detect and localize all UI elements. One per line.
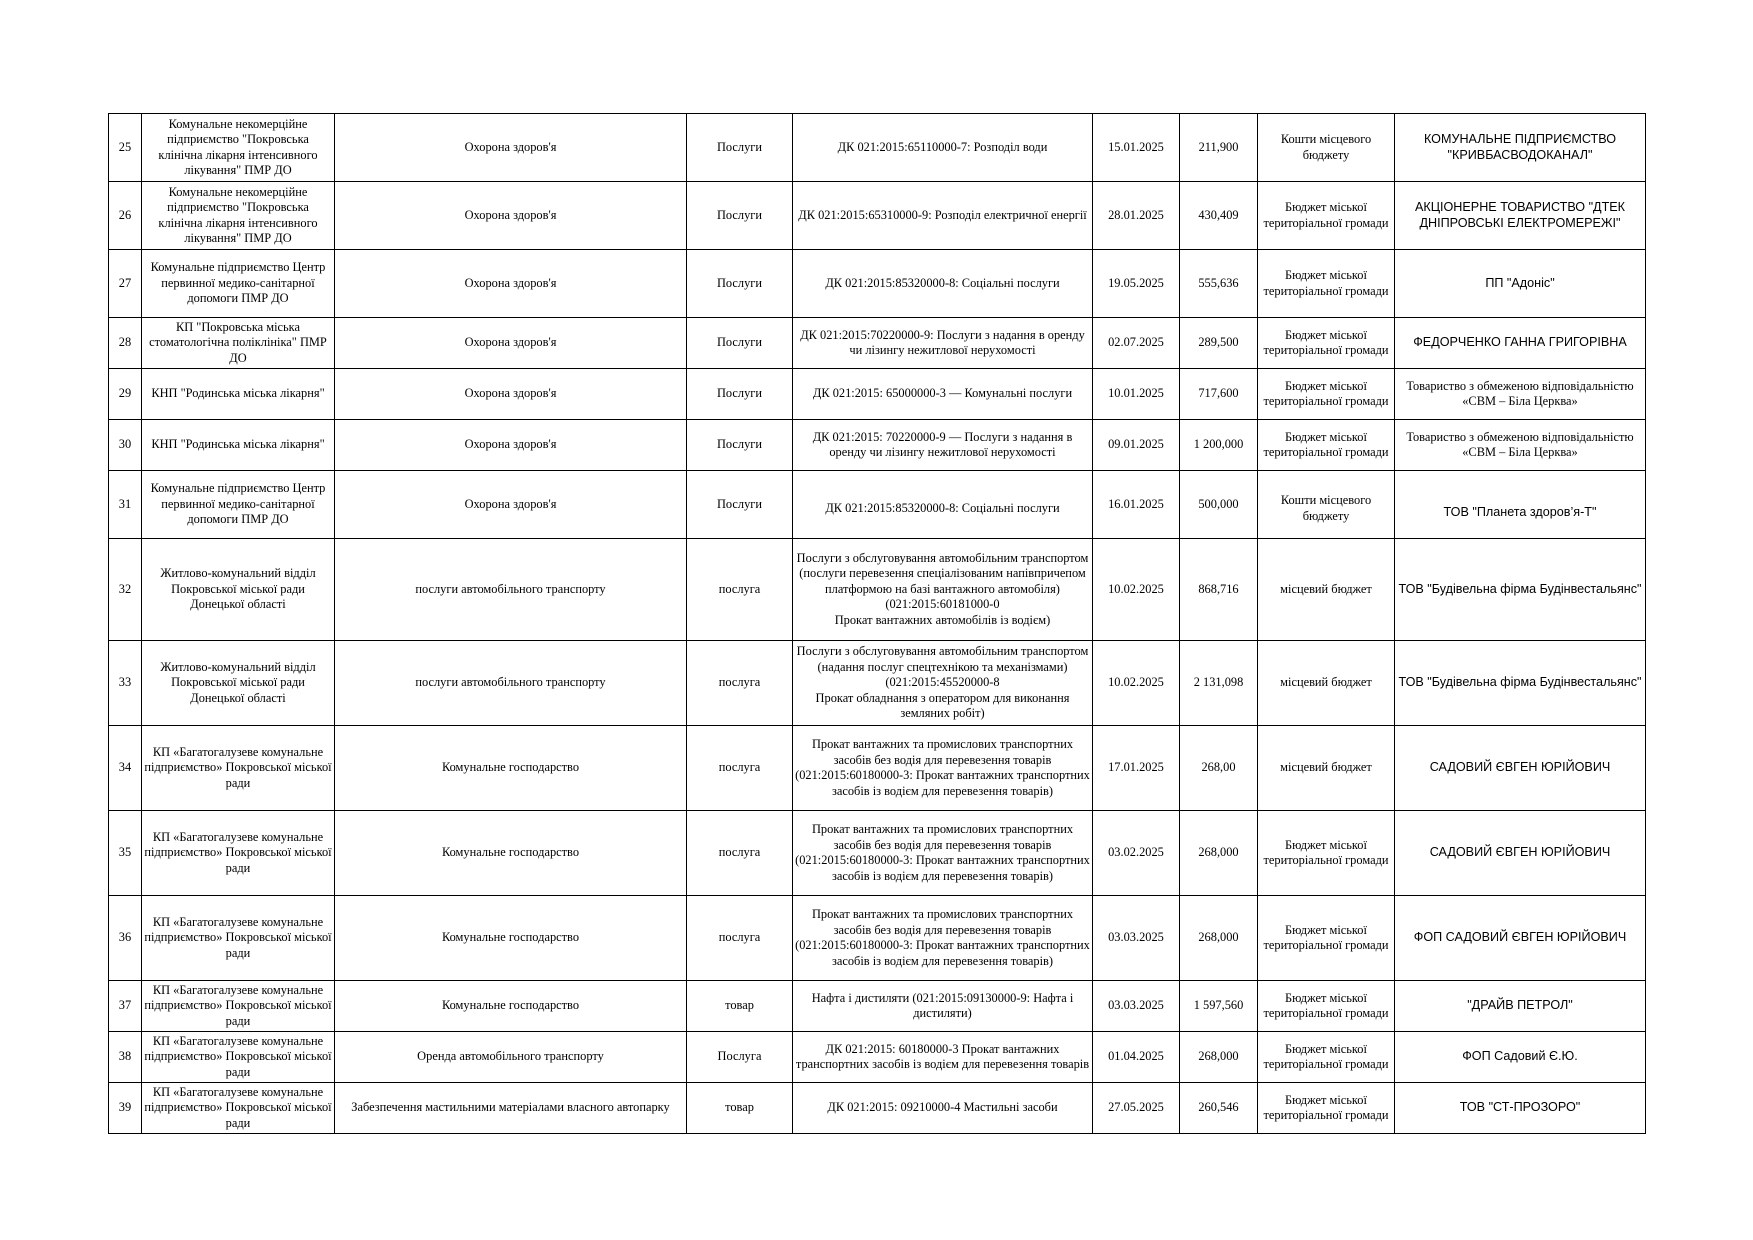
date-cell: 27.05.2025 [1093,1083,1180,1134]
customer-cell: КП «Багатогалузеве комунальне підприємство» Покровської міської ради [142,1083,335,1134]
amount-cell: 268,000 [1180,811,1258,896]
type-cell: послуга [687,726,793,811]
row-number: 32 [109,539,142,641]
sector-cell: послуги автомобільного транспорту [335,641,687,726]
type-cell: послуга [687,641,793,726]
row-number: 35 [109,811,142,896]
funding-source-cell: Бюджет міської територіальної громади [1258,981,1395,1032]
date-cell: 17.01.2025 [1093,726,1180,811]
amount-cell: 430,409 [1180,182,1258,250]
table-row [109,811,1646,896]
supplier-cell: ТОВ "Будівельна фірма Будінвестальянс" [1395,539,1646,641]
type-cell: Послуги [687,250,793,318]
date-cell: 01.04.2025 [1093,1032,1180,1083]
supplier-cell: САДОВИЙ ЄВГЕН ЮРІЙОВИЧ [1395,726,1646,811]
type-cell: Послуги [687,182,793,250]
customer-cell: КП «Багатогалузеве комунальне підприємство» Покровської міської ради [142,1032,335,1083]
date-cell: 03.02.2025 [1093,811,1180,896]
supplier-cell: ТОВ "СТ-ПРОЗОРО" [1395,1083,1646,1134]
cpv-cell: Послуги з обслуговування автомобільним транспортом (надання послуг спецтехнікою та механізмами) (021:2015:45520000-8 Прокат обладнання з оператором для виконання земляних робіт) [793,641,1093,726]
date-cell: 28.01.2025 [1093,182,1180,250]
cpv-cell: ДК 021:2015: 70220000-9 — Послуги з надання в оренду чи лізингу нежитлової нерухомості [793,420,1093,471]
row-number: 38 [109,1032,142,1083]
sector-cell: Охорона здоров'я [335,318,687,369]
sector-cell: Охорона здоров'я [335,420,687,471]
supplier-cell: Товариство з обмеженою відповідальністю «СВМ – Біла Церква» [1395,369,1646,420]
sector-cell: Комунальне господарство [335,726,687,811]
funding-source-cell: Кошти місцевого бюджету [1258,471,1395,539]
table-row [109,641,1646,726]
table-body [109,114,1646,1134]
funding-source-cell: Бюджет міської територіальної громади [1258,896,1395,981]
row-number: 28 [109,318,142,369]
supplier-cell: ФОП САДОВИЙ ЄВГЕН ЮРІЙОВИЧ [1395,896,1646,981]
customer-cell: КП «Багатогалузеве комунальне підприємство» Покровської міської ради [142,896,335,981]
supplier-cell: ТОВ "Планета здоров’я-Т" [1395,471,1646,539]
table-row [109,1032,1646,1083]
type-cell: товар [687,981,793,1032]
customer-cell: Житлово-комунальний відділ Покровської міської ради Донецької області [142,539,335,641]
type-cell: Послуги [687,369,793,420]
date-cell: 15.01.2025 [1093,114,1180,182]
cpv-cell: ДК 021:2015:65310000-9: Розподіл електричної енергії [793,182,1093,250]
cpv-cell: ДК 021:2015: 09210000-4 Мастильні засоби [793,1083,1093,1134]
amount-cell: 500,000 [1180,471,1258,539]
sector-cell: Охорона здоров'я [335,250,687,318]
type-cell: товар [687,1083,793,1134]
row-number: 25 [109,114,142,182]
cpv-cell: ДК 021:2015: 65000000-3 — Комунальні послуги [793,369,1093,420]
amount-cell: 268,000 [1180,896,1258,981]
table-row [109,182,1646,250]
type-cell: послуга [687,811,793,896]
table-row [109,250,1646,318]
customer-cell: КП «Багатогалузеве комунальне підприємство» Покровської міської ради [142,726,335,811]
table-row [109,981,1646,1032]
supplier-cell: "ДРАЙВ ПЕТРОЛ" [1395,981,1646,1032]
date-cell: 10.02.2025 [1093,641,1180,726]
supplier-cell: КОМУНАЛЬНЕ ПІДПРИЄМСТВО "КРИВБАСВОДОКАНАЛ" [1395,114,1646,182]
supplier-cell: ФЕДОРЧЕНКО ГАННА ГРИГОРІВНА [1395,318,1646,369]
sector-cell: Охорона здоров'я [335,471,687,539]
funding-source-cell: Бюджет міської територіальної громади [1258,182,1395,250]
supplier-cell: Товариство з обмеженою відповідальністю «СВМ – Біла Церква» [1395,420,1646,471]
date-cell: 10.01.2025 [1093,369,1180,420]
supplier-cell: ФОП Садовий Є.Ю. [1395,1032,1646,1083]
date-cell: 09.01.2025 [1093,420,1180,471]
cpv-cell: Прокат вантажних та промислових транспортних засобів без водія для перевезення товарів (021:2015:60180000-3: Прокат вантажних транспортних засобів із водієм для перевезення товарів) [793,896,1093,981]
amount-cell: 717,600 [1180,369,1258,420]
date-cell: 10.02.2025 [1093,539,1180,641]
row-number: 26 [109,182,142,250]
funding-source-cell: місцевий бюджет [1258,641,1395,726]
date-cell: 16.01.2025 [1093,471,1180,539]
sector-cell: Забезпечення мастильними матеріалами власного автопарку [335,1083,687,1134]
customer-cell: Комунальне некомерційне підприємство "Покровська клінічна лікарня інтенсивного лікування" ПМР ДО [142,182,335,250]
type-cell: Послуга [687,1032,793,1083]
amount-cell: 1 200,000 [1180,420,1258,471]
date-cell: 03.03.2025 [1093,896,1180,981]
funding-source-cell: Бюджет міської територіальної громади [1258,811,1395,896]
row-number: 36 [109,896,142,981]
cpv-cell: ДК 021:2015:65110000-7: Розподіл води [793,114,1093,182]
customer-cell: КП "Покровська міська стоматологічна поліклініка" ПМР ДО [142,318,335,369]
customer-cell: Комунальне підприємство Центр первинної медико-санітарної допомоги ПМР ДО [142,471,335,539]
sector-cell: послуги автомобільного транспорту [335,539,687,641]
sector-cell: Охорона здоров'я [335,369,687,420]
funding-source-cell: Бюджет міської територіальної громади [1258,1083,1395,1134]
cpv-cell: Прокат вантажних та промислових транспортних засобів без водія для перевезення товарів (021:2015:60180000-3: Прокат вантажних транспортних засобів із водієм для перевезення товарів) [793,811,1093,896]
amount-cell: 2 131,098 [1180,641,1258,726]
type-cell: Послуги [687,114,793,182]
table-row [109,539,1646,641]
sector-cell: Комунальне господарство [335,811,687,896]
row-number: 29 [109,369,142,420]
amount-cell: 289,500 [1180,318,1258,369]
customer-cell: КП «Багатогалузеве комунальне підприємство» Покровської міської ради [142,981,335,1032]
table-row [109,420,1646,471]
sector-cell: Комунальне господарство [335,896,687,981]
cpv-cell: Прокат вантажних та промислових транспортних засобів без водія для перевезення товарів (021:2015:60180000-3: Прокат вантажних транспортних засобів із водієм для перевезення товарів) [793,726,1093,811]
funding-source-cell: Бюджет міської територіальної громади [1258,420,1395,471]
date-cell: 03.03.2025 [1093,981,1180,1032]
row-number: 34 [109,726,142,811]
type-cell: Послуги [687,318,793,369]
type-cell: послуга [687,896,793,981]
cpv-cell: ДК 021:2015:85320000-8: Соціальні послуги [793,471,1093,539]
type-cell: Послуги [687,420,793,471]
table-row [109,114,1646,182]
table-row [109,369,1646,420]
amount-cell: 211,900 [1180,114,1258,182]
row-number: 30 [109,420,142,471]
row-number: 33 [109,641,142,726]
customer-cell: Комунальне підприємство Центр первинної медико-санітарної допомоги ПМР ДО [142,250,335,318]
funding-source-cell: Бюджет міської територіальної громади [1258,250,1395,318]
amount-cell: 268,00 [1180,726,1258,811]
funding-source-cell: Бюджет міської територіальної громади [1258,318,1395,369]
sector-cell: Оренда автомобільного транспорту [335,1032,687,1083]
cpv-cell: ДК 021:2015: 60180000-3 Прокат вантажних транспортних засобів із водієм для перевезення товарів [793,1032,1093,1083]
amount-cell: 868,716 [1180,539,1258,641]
date-cell: 19.05.2025 [1093,250,1180,318]
customer-cell: КНП "Родинська міська лікарня" [142,420,335,471]
sector-cell: Охорона здоров'я [335,182,687,250]
contracts-table [108,113,1646,1134]
table-row [109,896,1646,981]
amount-cell: 260,546 [1180,1083,1258,1134]
row-number: 37 [109,981,142,1032]
sector-cell: Охорона здоров'я [335,114,687,182]
table-row [109,726,1646,811]
amount-cell: 1 597,560 [1180,981,1258,1032]
type-cell: Послуги [687,471,793,539]
row-number: 27 [109,250,142,318]
customer-cell: Житлово-комунальний відділ Покровської міської ради Донецької області [142,641,335,726]
customer-cell: КП «Багатогалузеве комунальне підприємство» Покровської міської ради [142,811,335,896]
funding-source-cell: Кошти місцевого бюджету [1258,114,1395,182]
cpv-cell: ДК 021:2015:70220000-9: Послуги з надання в оренду чи лізингу нежитлової нерухомості [793,318,1093,369]
table-row [109,318,1646,369]
table-row [109,1083,1646,1134]
supplier-cell: САДОВИЙ ЄВГЕН ЮРІЙОВИЧ [1395,811,1646,896]
customer-cell: КНП "Родинська міська лікарня" [142,369,335,420]
sector-cell: Комунальне господарство [335,981,687,1032]
funding-source-cell: місцевий бюджет [1258,726,1395,811]
supplier-cell: ПП "Адоніс" [1395,250,1646,318]
amount-cell: 555,636 [1180,250,1258,318]
cpv-cell: Нафта і дистиляти (021:2015:09130000-9: Нафта і дистиляти) [793,981,1093,1032]
funding-source-cell: місцевий бюджет [1258,539,1395,641]
customer-cell: Комунальне некомерційне підприємство "Покровська клінічна лікарня інтенсивного лікування" ПМР ДО [142,114,335,182]
funding-source-cell: Бюджет міської територіальної громади [1258,369,1395,420]
cpv-cell: Послуги з обслуговування автомобільним транспортом (послуги перевезення спеціалізованим напівпричепом платформою на базі вантажного автомобіля) (021:2015:60181000-0 Прокат вантажних автомобілів із водієм) [793,539,1093,641]
funding-source-cell: Бюджет міської територіальної громади [1258,1032,1395,1083]
cpv-cell: ДК 021:2015:85320000-8: Соціальні послуги [793,250,1093,318]
type-cell: послуга [687,539,793,641]
supplier-cell: АКЦІОНЕРНЕ ТОВАРИСТВО "ДТЕК ДНІПРОВСЬКІ ЕЛЕКТРОМЕРЕЖІ" [1395,182,1646,250]
row-number: 39 [109,1083,142,1134]
amount-cell: 268,000 [1180,1032,1258,1083]
row-number: 31 [109,471,142,539]
table-row [109,471,1646,539]
supplier-cell: ТОВ "Будівельна фірма Будінвестальянс" [1395,641,1646,726]
date-cell: 02.07.2025 [1093,318,1180,369]
